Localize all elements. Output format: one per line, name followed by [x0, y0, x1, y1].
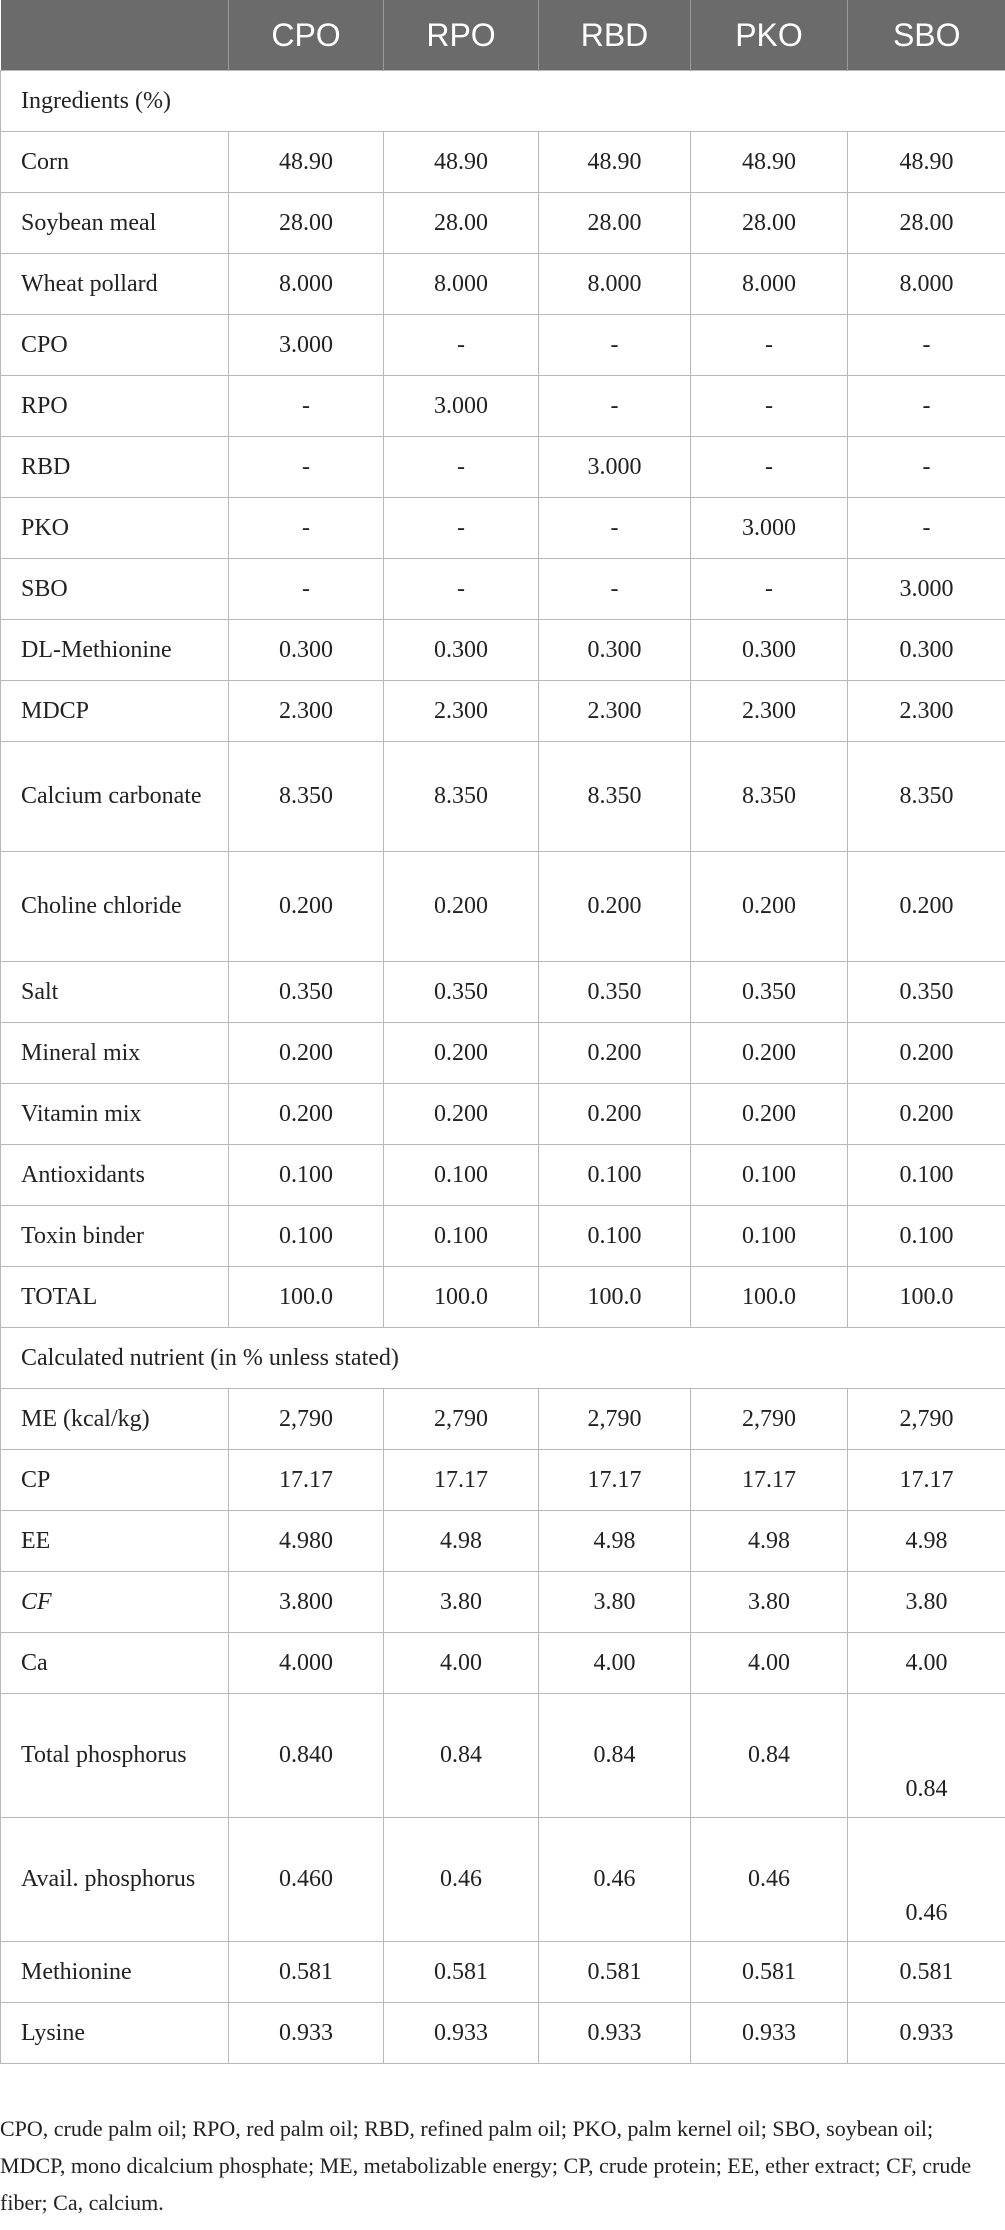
- table-cell: -: [539, 376, 691, 437]
- row-label: Calcium carbonate: [1, 742, 229, 852]
- row-label: Ca: [1, 1633, 229, 1694]
- table-row: [1, 620, 1005, 681]
- row-label: DL-Methionine: [1, 620, 229, 681]
- table-cell: 0.933: [539, 2003, 691, 2064]
- table-cell: -: [384, 437, 539, 498]
- table-cell: 0.100: [384, 1145, 539, 1206]
- row-label: PKO: [1, 498, 229, 559]
- table-cell: 3.80: [691, 1572, 848, 1633]
- table-cell: -: [691, 559, 848, 620]
- row-label: Mineral mix: [1, 1023, 229, 1084]
- table-row: [1, 315, 1005, 376]
- table-cell: 8.000: [539, 254, 691, 315]
- table-cell: -: [539, 498, 691, 559]
- table-cell: -: [848, 315, 1005, 376]
- section-row-nutrients: [1, 1328, 1005, 1389]
- table-cell: 0.200: [384, 852, 539, 962]
- table-cell: 4.98: [691, 1511, 848, 1572]
- table-cell: 100.0: [691, 1267, 848, 1328]
- table-cell: 0.100: [691, 1145, 848, 1206]
- table-cell: 0.100: [539, 1206, 691, 1267]
- table-cell: 8.350: [229, 742, 384, 852]
- table-cell: 0.300: [229, 620, 384, 681]
- table-cell: 100.0: [848, 1267, 1005, 1328]
- table-cell: 0.100: [848, 1206, 1005, 1267]
- table-cell: 0.100: [384, 1206, 539, 1267]
- table-cell: 8.000: [691, 254, 848, 315]
- row-label: SBO: [1, 559, 229, 620]
- table-cell: 0.200: [539, 1023, 691, 1084]
- table-cell: -: [384, 559, 539, 620]
- table-cell: 100.0: [384, 1267, 539, 1328]
- row-label: CF: [1, 1572, 229, 1633]
- table-cell: 3.000: [384, 376, 539, 437]
- table-cell: 4.98: [539, 1511, 691, 1572]
- table-cell: 0.84: [539, 1694, 691, 1818]
- table-row: [1, 742, 1005, 852]
- row-label: CP: [1, 1450, 229, 1511]
- table-cell: 0.300: [384, 620, 539, 681]
- row-label: Avail. phosphorus: [1, 1818, 229, 1942]
- table-cell: 0.933: [229, 2003, 384, 2064]
- table-cell: 0.200: [848, 1084, 1005, 1145]
- table-cell: -: [229, 498, 384, 559]
- table-cell: 2.300: [691, 681, 848, 742]
- table-row: [1, 852, 1005, 962]
- table-cell: 8.000: [848, 254, 1005, 315]
- table-cell: 100.0: [229, 1267, 384, 1328]
- table-row: [1, 1206, 1005, 1267]
- table-cell: 0.200: [691, 852, 848, 962]
- table-row: [1, 559, 1005, 620]
- table-cell: 0.46: [691, 1818, 848, 1942]
- table-cell: 28.00: [384, 193, 539, 254]
- table-cell: 0.300: [848, 620, 1005, 681]
- table-cell: -: [691, 376, 848, 437]
- table-cell: -: [384, 315, 539, 376]
- table-cell: 0.933: [384, 2003, 539, 2064]
- table-cell: 0.581: [539, 1942, 691, 2003]
- table-cell: 0.200: [691, 1084, 848, 1145]
- table-cell: -: [384, 498, 539, 559]
- table-cell: 8.350: [384, 742, 539, 852]
- row-label: Wheat pollard: [1, 254, 229, 315]
- table-cell: 0.100: [229, 1145, 384, 1206]
- table-cell: 8.000: [229, 254, 384, 315]
- table-row-total: [1, 1267, 1005, 1328]
- table-row: [1, 1511, 1005, 1572]
- table-cell: 0.581: [229, 1942, 384, 2003]
- row-label: CPO: [1, 315, 229, 376]
- table-cell: 4.00: [691, 1633, 848, 1694]
- table-cell: 2.300: [539, 681, 691, 742]
- table-cell: 17.17: [539, 1450, 691, 1511]
- table-cell: 0.933: [848, 2003, 1005, 2064]
- table-row: [1, 1023, 1005, 1084]
- table-cell: -: [539, 315, 691, 376]
- table-cell: 28.00: [691, 193, 848, 254]
- table-cell: -: [229, 437, 384, 498]
- table-cell: 0.933: [691, 2003, 848, 2064]
- table-cell: -: [539, 559, 691, 620]
- table-row: [1, 1084, 1005, 1145]
- table-cell: 0.200: [384, 1084, 539, 1145]
- table-row: [1, 2003, 1005, 2064]
- table-cell: 48.90: [539, 132, 691, 193]
- table-cell: -: [848, 498, 1005, 559]
- table-cell: 8.350: [848, 742, 1005, 852]
- table-cell: 3.000: [848, 559, 1005, 620]
- table-row: [1, 1145, 1005, 1206]
- table-cell: 0.200: [229, 1023, 384, 1084]
- table-cell: 0.350: [848, 962, 1005, 1023]
- table-row: [1, 1572, 1005, 1633]
- row-label: MDCP: [1, 681, 229, 742]
- table-row: [1, 962, 1005, 1023]
- table-cell: 48.90: [848, 132, 1005, 193]
- column-header-cpo: CPO: [229, 0, 384, 71]
- row-label: Soybean meal: [1, 193, 229, 254]
- table-cell: 3.000: [229, 315, 384, 376]
- table-cell: 28.00: [229, 193, 384, 254]
- table-cell: 48.90: [384, 132, 539, 193]
- table-cell: 0.581: [848, 1942, 1005, 2003]
- table-row: [1, 1633, 1005, 1694]
- table-cell: 2.300: [848, 681, 1005, 742]
- table-cell: 0.581: [691, 1942, 848, 2003]
- table-cell: 0.840: [229, 1694, 384, 1818]
- table-row: [1, 193, 1005, 254]
- table-cell: 17.17: [691, 1450, 848, 1511]
- table-cell: 17.17: [229, 1450, 384, 1511]
- table-cell: 2.300: [229, 681, 384, 742]
- table-cell: 4.98: [848, 1511, 1005, 1572]
- table-row: [1, 1389, 1005, 1450]
- table-cell: 2,790: [229, 1389, 384, 1450]
- section-row-ingredients: [1, 71, 1005, 132]
- table-cell: -: [229, 559, 384, 620]
- table-cell: 2,790: [384, 1389, 539, 1450]
- column-header: [1, 0, 229, 71]
- table-cell: 48.90: [691, 132, 848, 193]
- table-cell: -: [848, 437, 1005, 498]
- table-footnote: CPO, crude palm oil; RPO, red palm oil; RBD, refined palm oil; PKO, palm kernel oil; SBO, soybean oil; MDCP, mono dicalcium phosphate; ME, metabolizable energy; CP, crude protein; EE, ether extract; CF, crude fiber; Ca, calcium.: [0, 2116, 972, 2215]
- table-cell: 4.98: [384, 1511, 539, 1572]
- table-cell: 0.350: [229, 962, 384, 1023]
- table-cell: 0.200: [848, 1023, 1005, 1084]
- row-label: Corn: [1, 132, 229, 193]
- table-row: [1, 376, 1005, 437]
- column-header-rpo: RPO: [384, 0, 539, 71]
- table-cell: 100.0: [539, 1267, 691, 1328]
- table-row: [1, 498, 1005, 559]
- table-cell: 0.200: [384, 1023, 539, 1084]
- table-cell: 0.46: [384, 1818, 539, 1942]
- row-label: EE: [1, 1511, 229, 1572]
- table-row: [1, 681, 1005, 742]
- row-label: Toxin binder: [1, 1206, 229, 1267]
- table-cell: 2,790: [848, 1389, 1005, 1450]
- table-row: [1, 1818, 1005, 1942]
- table-row: [1, 1942, 1005, 2003]
- table-cell: 0.460: [229, 1818, 384, 1942]
- table-cell: 4.00: [539, 1633, 691, 1694]
- row-label: Salt: [1, 962, 229, 1023]
- row-label: TOTAL: [1, 1267, 229, 1328]
- table-cell: 28.00: [539, 193, 691, 254]
- table-cell: 0.300: [539, 620, 691, 681]
- table-cell: 17.17: [848, 1450, 1005, 1511]
- table-cell: 4.00: [384, 1633, 539, 1694]
- table-cell: 2,790: [539, 1389, 691, 1450]
- table-cell: -: [691, 315, 848, 376]
- table-cell: 3.800: [229, 1572, 384, 1633]
- table-cell: 0.84: [848, 1694, 1005, 1818]
- table-cell: 0.300: [691, 620, 848, 681]
- table-cell: 0.200: [229, 852, 384, 962]
- table-cell: 3.80: [848, 1572, 1005, 1633]
- header-row: [1, 0, 1005, 71]
- table-cell: 0.100: [848, 1145, 1005, 1206]
- table-cell: 3.80: [384, 1572, 539, 1633]
- table-cell: -: [848, 376, 1005, 437]
- row-label: Methionine: [1, 1942, 229, 2003]
- column-header-sbo: SBO: [848, 0, 1005, 71]
- table-cell: 0.100: [229, 1206, 384, 1267]
- table-cell: 8.350: [691, 742, 848, 852]
- table-cell: 3.000: [539, 437, 691, 498]
- table-row: [1, 254, 1005, 315]
- row-label: Lysine: [1, 2003, 229, 2064]
- table-cell: 48.90: [229, 132, 384, 193]
- row-label: RPO: [1, 376, 229, 437]
- table-cell: 0.46: [539, 1818, 691, 1942]
- row-label: Antioxidants: [1, 1145, 229, 1206]
- table-cell: 0.350: [384, 962, 539, 1023]
- table-row: [1, 1450, 1005, 1511]
- table-cell: 0.84: [384, 1694, 539, 1818]
- table-cell: 0.84: [691, 1694, 848, 1818]
- table-cell: 0.200: [539, 852, 691, 962]
- row-label: Total phosphorus: [1, 1694, 229, 1818]
- column-header-pko: PKO: [691, 0, 848, 71]
- table-cell: 17.17: [384, 1450, 539, 1511]
- table-cell: 4.000: [229, 1633, 384, 1694]
- table-cell: 0.581: [384, 1942, 539, 2003]
- table-cell: 0.200: [691, 1023, 848, 1084]
- table-cell: 0.46: [848, 1818, 1005, 1942]
- row-label: Vitamin mix: [1, 1084, 229, 1145]
- table-cell: 2.300: [384, 681, 539, 742]
- row-label: Choline chloride: [1, 852, 229, 962]
- column-header-rbd: RBD: [539, 0, 691, 71]
- table-cell: 0.200: [539, 1084, 691, 1145]
- table-cell: -: [229, 376, 384, 437]
- table-cell: 0.200: [848, 852, 1005, 962]
- table-cell: 4.00: [848, 1633, 1005, 1694]
- table-cell: 0.100: [539, 1145, 691, 1206]
- table-cell: 0.200: [229, 1084, 384, 1145]
- table-cell: 3.80: [539, 1572, 691, 1633]
- table-cell: 4.980: [229, 1511, 384, 1572]
- table-cell: -: [691, 437, 848, 498]
- table-cell: 0.100: [691, 1206, 848, 1267]
- table-cell: 2,790: [691, 1389, 848, 1450]
- row-label: ME (kcal/kg): [1, 1389, 229, 1450]
- section-label: Calculated nutrient (in % unless stated): [1, 1328, 1005, 1389]
- table-cell: 0.350: [539, 962, 691, 1023]
- table-cell: 0.350: [691, 962, 848, 1023]
- table-cell: 3.000: [691, 498, 848, 559]
- table-row: [1, 1694, 1005, 1818]
- table-cell: 8.350: [539, 742, 691, 852]
- table-row: [1, 437, 1005, 498]
- table-cell: 8.000: [384, 254, 539, 315]
- table-cell: 28.00: [848, 193, 1005, 254]
- section-label: Ingredients (%): [1, 71, 1005, 132]
- row-label: RBD: [1, 437, 229, 498]
- table-row: [1, 132, 1005, 193]
